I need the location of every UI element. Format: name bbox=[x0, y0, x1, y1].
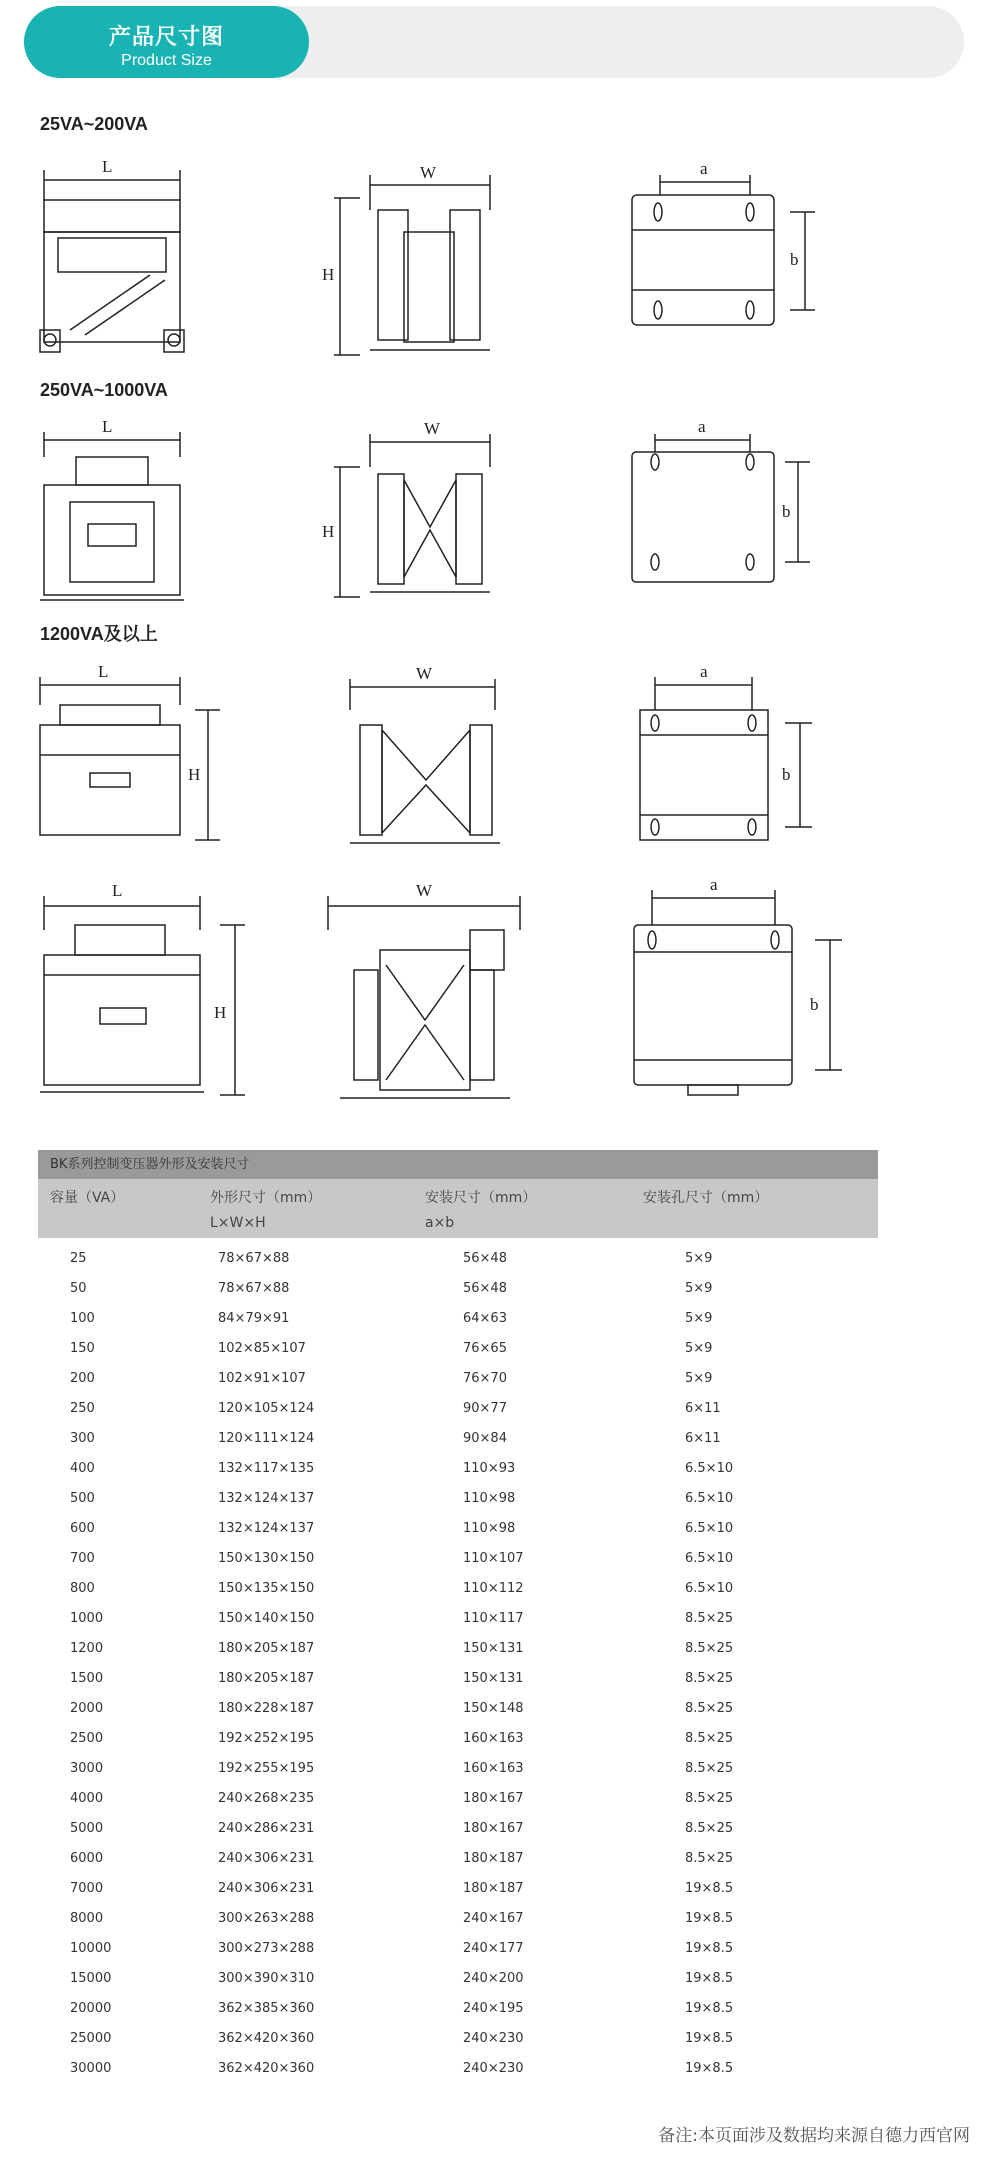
dim-l-1: L bbox=[102, 157, 113, 176]
cell-outline: 180×228×187 bbox=[218, 1701, 315, 1716]
drawing-side-medium bbox=[320, 412, 520, 612]
cell-capacity: 1500 bbox=[70, 1671, 104, 1686]
cell-outline: 180×205×187 bbox=[218, 1641, 315, 1656]
dim-h-2: H bbox=[322, 522, 335, 541]
table-row bbox=[38, 1364, 878, 1394]
size-table bbox=[38, 1150, 878, 2084]
cell-hole: 5×9 bbox=[685, 1281, 713, 1296]
dim-b-3: b bbox=[782, 765, 791, 784]
cell-hole: 6.5×10 bbox=[685, 1521, 734, 1536]
cell-outline: 120×105×124 bbox=[218, 1401, 315, 1416]
table-row bbox=[38, 1274, 878, 1304]
cell-outline: 240×306×231 bbox=[218, 1881, 315, 1896]
cell-install: 90×77 bbox=[463, 1401, 507, 1416]
cell-capacity: 600 bbox=[70, 1521, 95, 1536]
cell-outline: 192×255×195 bbox=[218, 1761, 315, 1776]
cell-hole: 19×8.5 bbox=[685, 1911, 734, 1926]
table-row bbox=[38, 1874, 878, 1904]
header-install: 安装尺寸（mm） bbox=[425, 1190, 537, 1206]
dim-b-2: b bbox=[782, 502, 791, 521]
cell-outline: 84×79×91 bbox=[218, 1311, 290, 1326]
table-row bbox=[38, 1724, 878, 1754]
cell-hole: 8.5×25 bbox=[685, 1701, 734, 1716]
cell-capacity: 30000 bbox=[70, 2061, 112, 2076]
footnote: 备注:本页面涉及数据均来源自德力西官网 bbox=[658, 2126, 970, 2146]
table-row bbox=[38, 1844, 878, 1874]
cell-hole: 19×8.5 bbox=[685, 2061, 734, 2076]
cell-outline: 132×117×135 bbox=[218, 1461, 315, 1476]
table-row bbox=[38, 1694, 878, 1724]
cell-capacity: 150 bbox=[70, 1341, 95, 1356]
table-row bbox=[38, 1634, 878, 1664]
cell-capacity: 50 bbox=[70, 1281, 87, 1296]
table-row bbox=[38, 1994, 878, 2024]
cell-install: 110×117 bbox=[463, 1611, 524, 1626]
table-row bbox=[38, 1334, 878, 1364]
cell-outline: 78×67×88 bbox=[218, 1251, 290, 1266]
table-row bbox=[38, 1454, 878, 1484]
table-row bbox=[38, 2024, 878, 2054]
cell-capacity: 8000 bbox=[70, 1911, 104, 1926]
dim-h-3: H bbox=[188, 765, 201, 784]
drawing-mount-large-a bbox=[620, 655, 840, 855]
cell-outline: 240×286×231 bbox=[218, 1821, 315, 1836]
table-row bbox=[38, 1424, 878, 1454]
cell-capacity: 400 bbox=[70, 1461, 95, 1476]
dim-w-1: W bbox=[420, 163, 437, 182]
cell-install: 110×93 bbox=[463, 1461, 516, 1476]
table-caption: BK系列控制变压器外形及安装尺寸 bbox=[38, 1150, 878, 1179]
cell-outline: 300×390×310 bbox=[218, 1971, 315, 1986]
cell-install: 76×65 bbox=[463, 1341, 507, 1356]
dim-w-3: W bbox=[416, 664, 433, 683]
cell-capacity: 2500 bbox=[70, 1731, 104, 1746]
cell-hole: 6.5×10 bbox=[685, 1461, 734, 1476]
header-outline: 外形尺寸（mm） bbox=[210, 1190, 322, 1206]
cell-capacity: 4000 bbox=[70, 1791, 104, 1806]
drawing-mount-small bbox=[620, 150, 840, 370]
cell-hole: 6×11 bbox=[685, 1431, 721, 1446]
header-tab bbox=[24, 6, 309, 78]
table-row bbox=[38, 1814, 878, 1844]
cell-capacity: 7000 bbox=[70, 1881, 104, 1896]
cell-outline: 150×140×150 bbox=[218, 1611, 315, 1626]
header-title-cn: 产品尺寸图 bbox=[108, 25, 224, 50]
dim-h-4: H bbox=[214, 1003, 227, 1022]
cell-capacity: 6000 bbox=[70, 1851, 104, 1866]
cell-capacity: 1000 bbox=[70, 1611, 104, 1626]
cell-outline: 180×205×187 bbox=[218, 1671, 315, 1686]
cell-outline: 102×85×107 bbox=[218, 1341, 306, 1356]
cell-install: 240×167 bbox=[463, 1911, 524, 1926]
cell-install: 180×167 bbox=[463, 1821, 524, 1836]
drawing-front-small bbox=[30, 150, 230, 370]
cell-capacity: 700 bbox=[70, 1551, 95, 1566]
cell-outline: 150×130×150 bbox=[218, 1551, 315, 1566]
cell-capacity: 100 bbox=[70, 1311, 95, 1326]
cell-capacity: 15000 bbox=[70, 1971, 112, 1986]
dim-b-4: b bbox=[810, 995, 819, 1014]
cell-install: 150×131 bbox=[463, 1671, 524, 1686]
cell-outline: 102×91×107 bbox=[218, 1371, 306, 1386]
cell-hole: 19×8.5 bbox=[685, 1881, 734, 1896]
cell-outline: 362×385×360 bbox=[218, 2001, 315, 2016]
cell-outline: 362×420×360 bbox=[218, 2031, 315, 2046]
drawing-mount-large-b bbox=[620, 870, 850, 1110]
cell-install: 110×107 bbox=[463, 1551, 524, 1566]
dim-w-2: W bbox=[424, 419, 441, 438]
cell-install: 110×98 bbox=[463, 1521, 516, 1536]
cell-outline: 300×273×288 bbox=[218, 1941, 315, 1956]
cell-install: 160×163 bbox=[463, 1731, 524, 1746]
table-row bbox=[38, 1484, 878, 1514]
cell-install: 180×187 bbox=[463, 1851, 524, 1866]
header-banner bbox=[24, 6, 964, 78]
dim-b-1: b bbox=[790, 250, 799, 269]
cell-hole: 6.5×10 bbox=[685, 1491, 734, 1506]
cell-outline: 192×252×195 bbox=[218, 1731, 315, 1746]
cell-capacity: 800 bbox=[70, 1581, 95, 1596]
cell-install: 180×187 bbox=[463, 1881, 524, 1896]
dim-a-3: a bbox=[700, 662, 708, 681]
cell-capacity: 1200 bbox=[70, 1641, 104, 1656]
table-row bbox=[38, 2054, 878, 2084]
cell-install: 56×48 bbox=[463, 1251, 507, 1266]
cell-hole: 6.5×10 bbox=[685, 1581, 734, 1596]
cell-hole: 8.5×25 bbox=[685, 1821, 734, 1836]
cell-hole: 19×8.5 bbox=[685, 2031, 734, 2046]
cell-hole: 5×9 bbox=[685, 1371, 713, 1386]
cell-outline: 150×135×150 bbox=[218, 1581, 315, 1596]
dim-h-1: H bbox=[322, 265, 335, 284]
table-row bbox=[38, 1244, 878, 1274]
table-row bbox=[38, 1394, 878, 1424]
drawing-side-large-a bbox=[330, 655, 530, 855]
table-row bbox=[38, 1544, 878, 1574]
cell-install: 110×98 bbox=[463, 1491, 516, 1506]
dim-a-4: a bbox=[710, 875, 718, 894]
drawing-front-medium bbox=[30, 412, 230, 612]
cell-outline: 132×124×137 bbox=[218, 1491, 315, 1506]
cell-hole: 19×8.5 bbox=[685, 2001, 734, 2016]
drawing-side-large-b bbox=[320, 870, 540, 1110]
section-label-25-200: 25VA~200VA bbox=[40, 114, 148, 134]
table-row bbox=[38, 1904, 878, 1934]
table-row bbox=[38, 1574, 878, 1604]
cell-hole: 5×9 bbox=[685, 1311, 713, 1326]
table-row bbox=[38, 1754, 878, 1784]
cell-outline: 78×67×88 bbox=[218, 1281, 290, 1296]
cell-outline: 362×420×360 bbox=[218, 2061, 315, 2076]
table-row bbox=[38, 1604, 878, 1634]
cell-hole: 8.5×25 bbox=[685, 1761, 734, 1776]
cell-install: 90×84 bbox=[463, 1431, 507, 1446]
subheader-ab: a×b bbox=[425, 1215, 455, 1231]
cell-hole: 5×9 bbox=[685, 1341, 713, 1356]
cell-capacity: 25000 bbox=[70, 2031, 112, 2046]
cell-install: 180×167 bbox=[463, 1791, 524, 1806]
cell-hole: 8.5×25 bbox=[685, 1611, 734, 1626]
cell-capacity: 500 bbox=[70, 1491, 95, 1506]
dim-a-2: a bbox=[698, 417, 706, 436]
cell-hole: 19×8.5 bbox=[685, 1971, 734, 1986]
cell-install: 240×230 bbox=[463, 2031, 524, 2046]
cell-hole: 8.5×25 bbox=[685, 1731, 734, 1746]
cell-install: 64×63 bbox=[463, 1311, 507, 1326]
dim-l-2: L bbox=[102, 417, 113, 436]
table-header bbox=[38, 1179, 878, 1238]
header-capacity: 容量（VA） bbox=[50, 1190, 125, 1206]
table-row bbox=[38, 1304, 878, 1334]
cell-outline: 240×306×231 bbox=[218, 1851, 315, 1866]
cell-capacity: 10000 bbox=[70, 1941, 112, 1956]
cell-capacity: 250 bbox=[70, 1401, 95, 1416]
dim-l-4: L bbox=[112, 881, 123, 900]
table-row bbox=[38, 1664, 878, 1694]
cell-capacity: 5000 bbox=[70, 1821, 104, 1836]
cell-capacity: 200 bbox=[70, 1371, 95, 1386]
cell-hole: 6.5×10 bbox=[685, 1551, 734, 1566]
cell-install: 160×163 bbox=[463, 1761, 524, 1776]
cell-install: 150×148 bbox=[463, 1701, 524, 1716]
drawing-mount-medium bbox=[620, 412, 840, 612]
table-row bbox=[38, 1934, 878, 1964]
header-hole: 安装孔尺寸（mm） bbox=[643, 1190, 769, 1206]
cell-outline: 120×111×124 bbox=[218, 1431, 315, 1446]
cell-hole: 19×8.5 bbox=[685, 1941, 734, 1956]
section-label-1200-up: 1200VA及以上 bbox=[40, 624, 158, 644]
cell-hole: 5×9 bbox=[685, 1251, 713, 1266]
cell-capacity: 3000 bbox=[70, 1761, 104, 1776]
cell-install: 240×230 bbox=[463, 2061, 524, 2076]
subheader-lwh: L×W×H bbox=[210, 1215, 266, 1231]
cell-install: 240×195 bbox=[463, 2001, 524, 2016]
cell-outline: 240×268×235 bbox=[218, 1791, 315, 1806]
cell-outline: 132×124×137 bbox=[218, 1521, 315, 1536]
table-row bbox=[38, 1514, 878, 1544]
dim-w-4: W bbox=[416, 881, 433, 900]
cell-hole: 8.5×25 bbox=[685, 1851, 734, 1866]
cell-capacity: 25 bbox=[70, 1251, 87, 1266]
drawing-front-large-a bbox=[30, 655, 230, 855]
cell-outline: 300×263×288 bbox=[218, 1911, 315, 1926]
cell-install: 240×177 bbox=[463, 1941, 524, 1956]
section-label-250-1000: 250VA~1000VA bbox=[40, 380, 168, 400]
cell-capacity: 20000 bbox=[70, 2001, 112, 2016]
dim-l-3: L bbox=[98, 662, 109, 681]
table-row bbox=[38, 1784, 878, 1814]
cell-hole: 8.5×25 bbox=[685, 1641, 734, 1656]
drawing-side-small bbox=[320, 150, 520, 370]
table-row bbox=[38, 1964, 878, 1994]
cell-install: 76×70 bbox=[463, 1371, 507, 1386]
cell-hole: 6×11 bbox=[685, 1401, 721, 1416]
header-title-en: Product Size bbox=[121, 52, 212, 69]
cell-capacity: 2000 bbox=[70, 1701, 104, 1716]
dim-a-1: a bbox=[700, 159, 708, 178]
cell-install: 56×48 bbox=[463, 1281, 507, 1296]
cell-hole: 8.5×25 bbox=[685, 1671, 734, 1686]
table-body bbox=[38, 1244, 878, 2084]
drawing-front-large-b bbox=[30, 870, 260, 1110]
cell-install: 150×131 bbox=[463, 1641, 524, 1656]
cell-install: 110×112 bbox=[463, 1581, 524, 1596]
cell-capacity: 300 bbox=[70, 1431, 95, 1446]
cell-install: 240×200 bbox=[463, 1971, 524, 1986]
cell-hole: 8.5×25 bbox=[685, 1791, 734, 1806]
